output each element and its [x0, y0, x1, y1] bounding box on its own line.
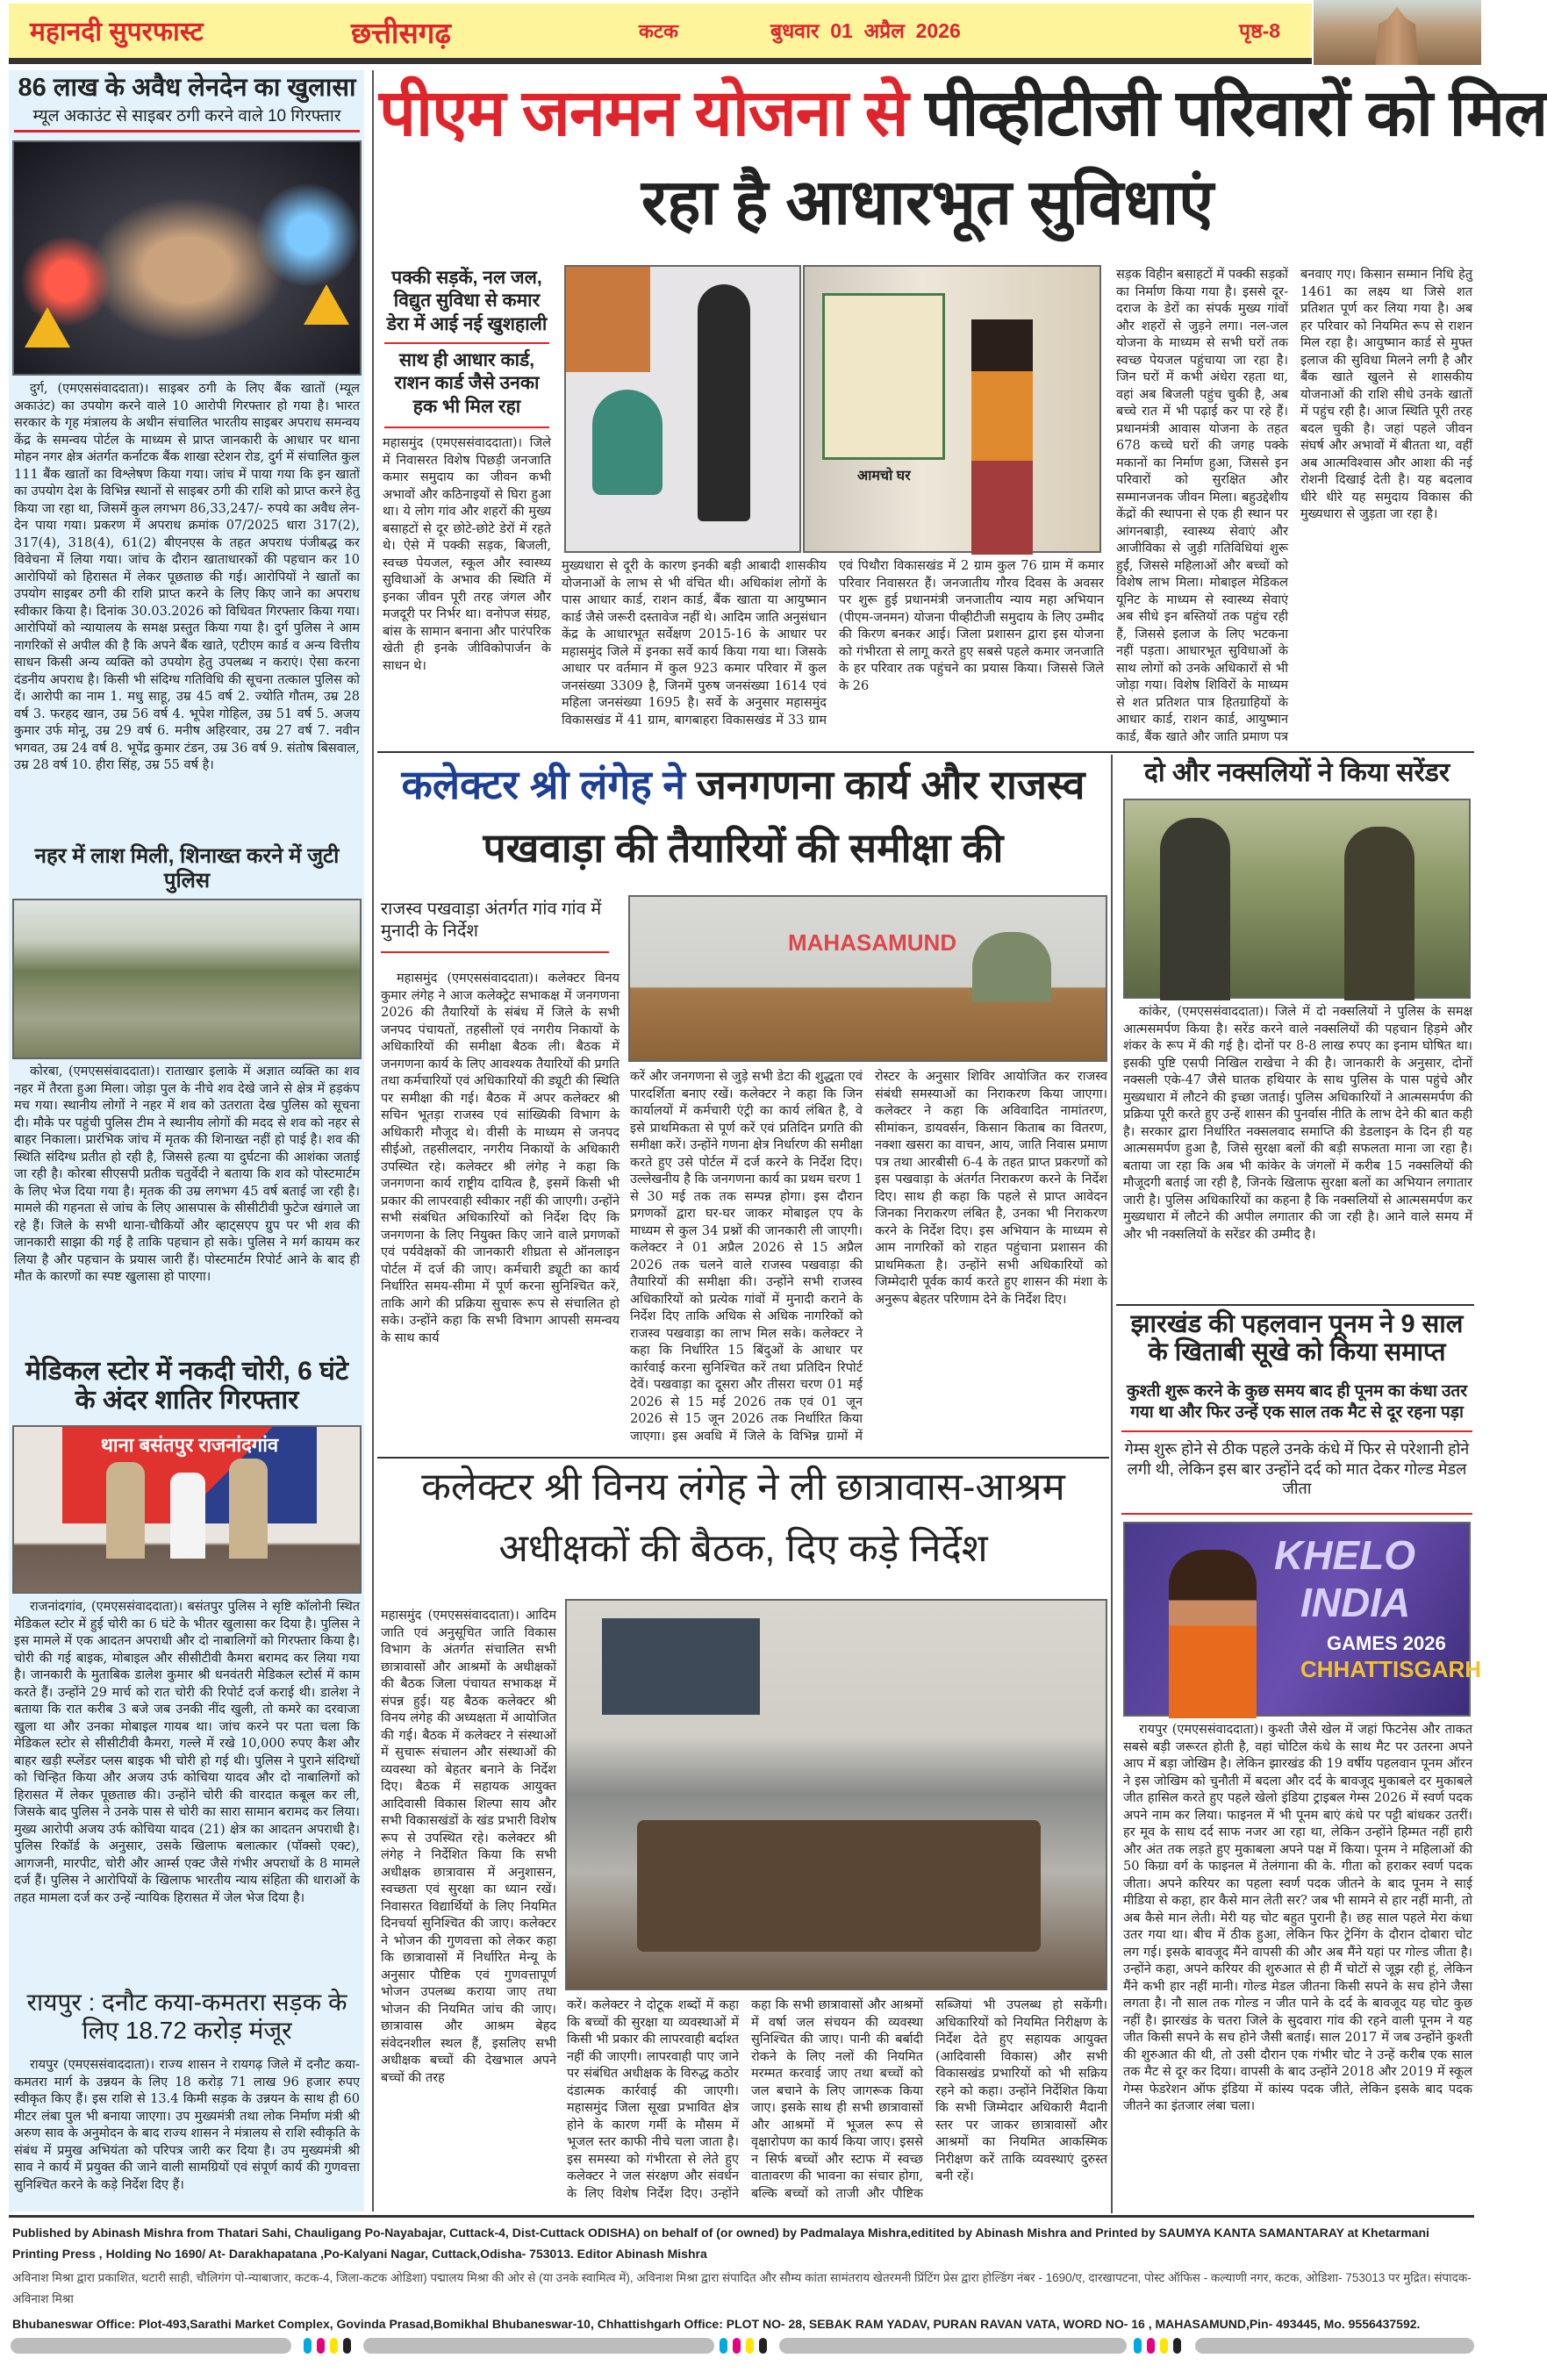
paper-name: महानदी सुपरफास्ट: [30, 18, 204, 47]
road-headline: रायपुर : दनौट कया-कमतरा सड़क के लिए 18.72 करोड़ मंजूर: [26, 1989, 347, 2045]
imprint-hindi: अविनाश मिश्रा द्वारा प्रकाशित, थटारी साही, चौलिगंग पो-न्याबाजार, कटक-4, जिला-कटक ओडिशा) पद्मालय मिश्रा की ओर से (या उनके स्वामित्व में), अविनाश मिश्रा द्वारा संपादित और सौम्य कांता सामंतराय खेतरमनी प्रिंटिंग प्रेस द्वारा होल्डिंग नंबर - 1690/ए, दारखापटना, पोस्ट ऑफिस - कल्याणी नगर, कटक, ओडिशा- 753013 पर मुद्रित। संपादक-अविनाश मिश्रा: [12, 2271, 1472, 2305]
khelo-banner-text: KHELO: [1274, 1532, 1415, 1578]
cyber-article-body: दुर्ग, (एमएससंवाददाता)। साइबर ठगी के लिए बैंक खातों (म्यूल अकाउंट) का उपयोग करने वाले 10 आरोपी गिरफ्तार हो गया है। भारत सरकार के गृह मंत्रालय के अधीन संचालित भारतीय साइबर अपराध समन्वय केंद्र के समन्वय पोर्टल के माध्यम से प्राप्त जानकारी के आधार पर थाना मोहन नगर क्षेत्र अंतर्गत कर्नाटक बैंक शाखा स्टेशन रोड, दुर्ग में संचालित कुल 111 बैंक खातों का विश्लेषण किया गया। जांच में पाया गया कि इन खातों का उपयोग देश के विभिन्न स्थानों से साइबर ठगी की राशि को प्राप्त करने हेतु किया जा रहा था, जिसमें कुल लगभग 86,33,247/- रुपये का अवैध लेन-देन पाया गया। प्रकरण में अपराध क्रमांक 07/2025 धारा 317(2), 317(4), 318(4), 61(2) बीएनएस के तहत अपराध पंजीबद्ध कर विवेचना में लिया गया। जांच के दौरान खाताधारकों की पहचान कर 10 आरोपियों को हिरासत में लेकर पूछताछ की गई। आरोपियों ने खातों का उपयोग साइबर ठगी की राशि प्राप्त करने के लिए किए जाने का अपराध स्वीकार किया है। दिनांक 30.03.2026 को विधिवत गिरफ्तार किया गया। आरोपियों को न्यायालय के समक्ष प्रस्तुत किया गया है। दुर्ग पुलिस ने आम नागरिकों से अपील की है कि अपने बैंक खाते, एटीएम कार्ड व अन्य वित्तीय साधन किसी अन्य व्यक्ति को उपयोग हेतु उपलब्ध न कराएं। ऐसा करना दंडनीय अपराध है। किसी भी संदिग्ध गतिविधि की सूचना तत्काल पुलिस को दें। आरोपी का नाम 1. मधु साहू, उम्र 45 वर्ष 2. ज्योति गौतम, उम्र 28 वर्ष 3. फरहद खान, उम्र 56 वर्ष 4. भूपेश गोहिल, उम्र 51 वर्ष 5. अजय कुमार उर्फ मोनू, उम्र 29 वर्ष 6. मनीष अहिरवार, उम्र 27 वर्ष 7. नवीन भगवत, उम्र 24 वर्ष 8. भूपेंद्र कुमार टंडन, उम्र 36 वर्ष 9. संतोष बिसवाल, उम्र 28 वर्ष 10. हीरा सिंह, उम्र 55 वर्ष है।: [14, 382, 360, 772]
red-rule: [384, 427, 549, 428]
lead-article-body-col3: सड़क विहीन बसाहटों में पक्की सड़कों का निर्माण किया गया है। इससे दूर-दराज के डेरों का संपर्क मुख्य गांवों और शहरों से जुड़ने लगा। नल-जल योजना के माध्यम से सभी घरों तक स्वच्छ पेयजल पहुंचाया जा रहा है। जिन घरों में कभी अंधेरा रहता था, वहां अब बिजली पहुंच चुकी है, अब बच्चे रात में भी पढ़ाई कर पा रहे हैं। प्रधानमंत्री आवास योजना के तहत 678 कच्चे घरों की जगह पक्के मकानों का निर्माण हुआ, जिससे इन परिवारों को सुरक्षित और सम्मानजनक जीवन मिला। बहुउद्देशीय केंद्रों की स्थापना से एक ही स्थान पर आंगनबाड़ी, स्वास्थ्य सेवाएं और आजीविका से जुड़ी गतिविधियां शुरू हुईं, जिससे महिलाओं और बच्चों को विशेष लाभ मिला। मोबाइल मेडिकल यूनिट के माध्यम से स्वास्थ्य सेवाएं अब सीधे इन बस्तियों तक पहुंच रही हैं, जिससे इलाज के लिए भटकना नहीं पड़ता। आधारभूत सुविधाओं के साथ लोगों को उनके अधिकारों से भी जोड़ा गया। विशेष शिविरों के माध्यम से शत प्रतिशत पात्र हितग्राहियों के आधार कार्ड, राशन कार्ड, आयुष्मान कार्ड, बैंक खाते और जाति प्रमाण पत्र बनवाए गए। किसान सम्मान निधि हेतु 1461 का लक्ष्य था जिसे शत प्रतिशत पूर्ण कर लिया गया है। अब हर परिवार को नियमित रूप से राशन मिल रहा है। आयुष्मान कार्ड से मुफ्त इलाज की सुविधा मिलने लगी है और बैंक खाते खुलने से शासकीय योजनाओं की राशि सीधे उनके खातों में पहुंच रही है। आज स्थिति पूरी तरह बदल चुकी है। जहां पहले जीवन संघर्ष और अभावों में बीतता था, वहीं अब आत्मविश्वास और आशा की नई रोशनी दिखाई देती है। यह बदलाव धीरे धीरे यह समुदाय विकास की मुख्यधारा से जुड़ता जा रहा है।: [1116, 268, 1472, 744]
mahasamund-sign: MAHASAMUND: [788, 929, 957, 956]
red-rule: [1121, 1513, 1472, 1515]
hostel-article-body-col1: महासमुंद (एमएससंवाददाता)। आदिम जाति एवं अनुसूचित जाति विकास विभाग के अंतर्गत संचालित सभी छात्रावासों और आश्रमों के अधीक्षकों की बैठक जिला पंचायत सभाकक्ष में संपन्न हुई। यह बैठक कलेक्टर श्री विनय लंगेह की अध्यक्षता में आयोजित की गई। बैठक में कलेक्टर ने संस्थाओं में सुचारू संचालन और संस्थाओं की व्यवस्था को बेहतर बनाने के निर्देश दिए। बैठक में सहायक आयुक्त आदिवासी विकास शिल्पा साय और सभी विकासखंडों के खंड प्रभारी विशेष रूप से उपस्थित रहे। कलेक्टर श्री लंगेह ने निर्देशित किया कि सभी अधीक्षक छात्रावास में अनुशासन, स्वच्छता एवं सुरक्षा का ध्यान रखें। निवासरत विद्यार्थियों के लिए नियमित दिनचर्या सुनिश्चित की जाए। कलेक्टर ने भोजन की गुणवत्ता को लेकर कहा कि छात्रावासों में निर्धारित मेन्यू के अनुसार पौष्टिक एवं गुणवत्तापूर्ण भोजन उपलब्ध कराया जाए तथा भोजन की नियमित जांच की जाए। छात्रावास और आश्रम बेहद संवेदनशील स्थल हैं, इसलिए सभी अधीक्षक बच्चों की देखभाल अपने बच्चों की तरह: [381, 1609, 556, 2085]
hostel-meeting-photo: [565, 1599, 1107, 1990]
cyber-fraud-photo: [12, 140, 362, 376]
lead-subhead-2: साथ ही आधार कार्ड, राशन कार्ड जैसे उनका हक भी मिल रहा: [394, 350, 540, 417]
registration-marks: [1134, 2338, 1181, 2354]
section-rule: [377, 1457, 1109, 1459]
photo-wall-text: आमचो घर: [857, 469, 911, 484]
canal-article-body: कोरबा, (एमएससंवाददाता)। राताखार इलाके में अज्ञात व्यक्ति का शव नहर में तैरता हुआ मिला। जोड़ा पुल के नीचे शव देखे जाने से क्षेत्र में हड़कंप मच गया। स्थानीय लोगों ने नहर में शव को उतराता देख पुलिस को सूचना दी। मौके पर पहुंची पुलिस टीम ने स्थानीय लोगों की मदद से शव को नहर से बाहर निकाला। प्रारंभिक जांच में मृतक की शिनाख्त नहीं हो पाई है। शव की स्थिति संदिग्ध प्रतीत हो रही है, जिससे हत्या या दुर्घटना की आशंका जताई जा रही है। कोरबा सीएसपी प्रतीक चतुर्वेदी ने बताया कि शव को पोस्टमार्टम के लिए भेज दिया गया है। मृतक की उम्र लगभग 45 वर्ष बताई जा रही है। मामले की गहनता से जांच के लिए आसपास के सीसीटीवी फुटेज खंगाले जा रहे हैं। जिले के सभी थाना-चौकियों और व्हाट्सएप ग्रुप पर भी शव की जानकारी साझा की गई है ताकि पहचान हो सके। पुलिस ने मर्ग कायम कर लिया है और पहचान के प्रयास जारी हैं। पोस्टमार्टम रिपोर्ट आने के बाद ही मौत के कारणों का स्पष्ट खुलासा हो पाएगा।: [14, 1065, 360, 1284]
warning-icon: [304, 284, 349, 325]
temple-photo: [1314, 0, 1481, 65]
lead-headline-line2: रहा है आधारभूत सुविधाएं: [641, 168, 1214, 238]
issue-date: बुधवार 01 अप्रैल 2026: [770, 19, 961, 42]
census-meeting-photo: [628, 895, 1107, 1062]
office-addresses: Bhubaneswar Office: Plot-493,Sarathi Market Complex, Govinda Prasad,Bomikhal Bhubaneswar-10, Chhattishgarh Office: PLOT NO- 28, SEBAK RAM YADAV, PURAN RAVAN VATA, WORD NO- 16 , MAHASAMUND,Pin- 493445, Mo. 9556437592.: [12, 2317, 1421, 2331]
census-subhead: राजस्व पखवाड़ा अंतर्गत गांव गांव में मुनादी के निर्देश: [381, 900, 602, 941]
census-article-body-col1: महासमुंद (एमएससंवाददाता)। कलेक्टर विनय कुमार लंगेह ने आज कलेक्ट्रेट सभाकक्ष में जनगणना 2026 की तैयारियों के संबंध में जिले के सभी जनपद पंचायतों, तहसीलों एवं नगरीय निकायों के अधिकारियों की समीक्षा बैठक ली। बैठक में जनगणना कार्य के लिए आवश्यक तैयारियों की प्रगति तथा कर्मचारियों एवं अधिकारियों की ड्यूटी की स्थिति पर समीक्षा की गई। बैठक में अपर कलेक्टर श्री सचिन भूतड़ा राजस्व एवं सांख्यिकी विभाग के अधिकारी मौजूद थे। वीसी के माध्यम से जनपद सीईओ, तहसीलदार, नगरीय निकायों के अधिकारी उपस्थित रहे। कलेक्टर श्री लंगेह ने कहा कि जनगणना कार्य राष्ट्रीय दायित्व है, इसमें किसी भी प्रकार की लापरवाही स्वीकार नहीं की जाएगी। उन्होंने सभी संबंधित अधिकारियों को निर्देश दिए कि जनगणना के लिए नियुक्त किए जाने वाले प्रगणकों एवं पर्यवेक्षकों की जानकारी शीघ्रता से ऑनलाइन पोर्टल में दर्ज की जाए। कर्मचारी ड्यूटी का कार्य निर्धारित समय-सीमा में पूर्ण करना सुनिश्चित करें, ताकि आगे की प्रक्रिया सुचारू रूप से संचालित हो सके। उन्होंने कहा कि सभी विभाग आपसी समन्वय के साथ कार्य: [381, 971, 620, 1345]
hostel-headline-line2: अधीक्षकों की बैठक, दिए कड़े निर्देश: [498, 1527, 988, 1570]
cyber-headline: 86 लाख के अवैध लेनदेन का खुलासा: [18, 74, 356, 102]
red-rule: [384, 342, 549, 344]
wrestling-headline: झारखंड की पहलवान पूनम ने 9 साल के खिताबी सूखे को किया समाप्त: [1130, 1310, 1464, 1366]
page-number: पृष्ठ-8: [1239, 19, 1281, 42]
medical-theft-headline: मेडिकल स्टोर में नकदी चोरी, 6 घंटे के अंदर शातिर गिरफ्तार: [25, 1357, 349, 1415]
masthead-rule: [9, 58, 1312, 64]
red-rule: [1121, 1430, 1472, 1432]
naxal-article-body: कांकेर, (एमएससंवाददाता)। जिले में दो नक्सलियों ने पुलिस के समक्ष आत्मसमर्पण किया है। सरेंड करने वाले नक्सलियों की पहचान हिड़मे और शंकर के रूप में की गई है। दोनों पर 8-8 लाख रुपए का इनाम घोषित था। इसकी पुष्टि एसपी निखिल राखेचा ने की है। जानकारी के अनुसार, दोनों नक्सली एके-47 जैसे घातक हथियार के साथ पुलिस के पास पहुंचे और मुख्यधारा में लौटने की इच्छा जताई। पुलिस अधिकारियों ने आत्मसमर्पण की प्रक्रिया पूरी करते हुए उन्हें शासन की पुनर्वास नीति के लाभ देने की बात कही है। सरकार द्वारा निर्धारित नक्सलवाद समाप्ति की डेडलाइन के दिन ही यह आत्मसमर्पण हुआ है, जिसे सुरक्षा बलों की बड़ी सफलता माना जा रहा है। बताया जा रहा कि अब भी कांकेर के जंगलों में करीब 15 नक्सलियों की मौजूदगी बताई जा रही है, जिनके खिलाफ सुरक्षा बलों का अभियान लगातार जारी है। पुलिस अधिकारियों का कहना है कि नक्सलियों से आत्मसमर्पण कर मुख्यधारा में लौटने की अपील लगातार की जा रही है। आने वाले समय में और भी नक्सलियों के सरेंडर की उम्मीद है।: [1123, 1005, 1472, 1242]
wrestling-article-body: रायपुर (एमएससंवाददाता)। कुश्ती जैसे खेल में जहां फिटनेस और ताकत सबसे बड़ी जरूरत होती है, वहां चोटिल कंधे के साथ मैट पर उतरना अपने आप में बड़ा जोखिम है। लेकिन झारखंड की 19 वर्षीय पहलवान पूनम ऑरन ने इस जोखिम को चुनौती में बदला और दर्द के बावजूद मुकाबले दर मुकाबले जीत हासिल करते हुए पहले खेलो इंडिया ट्राइबल गेम्स 2026 में स्वर्ण पदक अपने नाम कर लिया। फाइनल में भी पूनम बाएं कंधे पर पट्टी बांधकर उतरीं। हर मूव के साथ दर्द साफ नजर आ रहा था, लेकिन उन्होंने हिम्मत नहीं हारी और अंत तक लड़ते हुए मुकाबला अपने पक्ष में किया। पूनम ने महिलाओं की 50 किग्रा वर्ग के फाइनल में तेलंगाना की के. गीता को हराकर स्वर्ण पदक जीता। अपने करियर का पहला स्वर्ण पदक जीतने के बाद पूनम ने साई मीडिया से कहा, हार कैसे मान लेती सर? जब भी सामने से हार नहीं मानी, तो अब कैसे मान लेती। मेरी यह चोट बहुत पुरानी है। छह साल पहले मेरा कंधा उतर गया था। बीच में ठीक हुआ, लेकिन फिर ट्रेनिंग के दौरान दोबारा चोट लग गई। इसके बावजूद मैंने वापसी की और अब मैंने यहां पर गोल्ड जीता है। उन्होंने कहा, अपने करियर की शुरुआत से ही मैं चोटों से जूझ रही हूं, लेकिन मैंने कभी हार नहीं मानी। गोल्ड मेडल जीतना किसी सपने के सच होने जैसा लगता है। नौ साल तक गोल्ड न जीत पाने के दर्द के बावजूद यह चोट कुछ नहीं है। झारखंड के चतरा जिले के सुदवारा गांव की रहने वाली पूनम ने यह जीत किसी सपने के सच होने जैसी बताई। साल 2017 में जब उन्होंने कुश्ती की शुरुआत की थी, तो उसी दौरान एक गंभीर चोट ने उन्हें करीब एक साल तक मैट से दूर कर दिया। वापसी के बाद उन्होंने 2018 और 2019 में स्कूल गेम्स फेडरेशन ऑफ इंडिया में कांस्य पदक जीते, लेकिन इसके बाद पदक जीतने का इंतजार लंबा चला।: [1123, 1723, 1472, 2113]
canal-headline: नहर में लाश मिली, शिनाख्त करने में जुटी पुलिस: [34, 844, 340, 892]
naxal-headline: दो और नक्सलियों ने किया सरेंडर: [1143, 758, 1450, 787]
section-rule: [377, 751, 1474, 753]
column-divider: [372, 70, 374, 2212]
census-headline-blue: कलेक्टर श्री लंगेह ने: [401, 762, 685, 807]
print-color-bar: [779, 2338, 1127, 2354]
tribal-mural-photo: [564, 265, 801, 553]
lead-article-body-col1: महासमुंद (एमएससंवाददाता)। जिले में निवासरत विशेष पिछड़ी जनजाति कमार समुदाय का जीवन कभी अभावों और कठिनाइयों से घिरा हुआ था। ये लोग गांव और शहरों की मुख्य बसाहटों से दूर छोटे-छोटे डेरों में रहते थे। ऐसे में पक्की सड़क, बिजली, स्वच्छ पेयजल, स्कूल और स्वास्थ्य सुविधाओं के अभाव की स्थिति में इनका जीवन पूरी तरह जंगल और मजदूरी पर निर्भर था। वनोपज संग्रह, बांस के सामान बनाना और पारंपरिक खेती ही इनके जीविकोपार्जन के साधन थे।: [383, 436, 551, 673]
registration-marks: [720, 2338, 767, 2354]
city: कटक: [639, 20, 678, 42]
woman-at-house-photo: [803, 265, 1101, 553]
chhattisgarh-banner-text: CHHATTISGARH: [1300, 1656, 1482, 1682]
red-rule: [14, 130, 360, 133]
wrestling-subhead-1: कुश्ती शुरू करने के कुछ समय बाद ही पूनम का कंधा उतर गया था और फिर उन्हें एक साल तक मैट से दूर रहना पड़ा: [1126, 1382, 1468, 1422]
canal-photo: [12, 899, 362, 1059]
lead-headline-dark: पीव्हीटीजी परिवारों को मिल: [925, 76, 1547, 149]
red-rule: [381, 951, 609, 953]
edition-name: छत्तीसगढ़: [351, 17, 451, 49]
lead-subhead-1: पक्की सड़कें, नल जल, विद्युत सुविधा से कमार डेरा में आई नई खुशहाली: [386, 268, 548, 334]
police-station-photo: [12, 1425, 362, 1594]
wrestling-subhead-2: गेम्स शुरू होने से ठीक पहले उनके कंधे में फिर से परेशानी होने लगी थी, लेकिन इस बार उन्होंने दर्द को मात देकर गोल्ड मेडल जीता: [1124, 1440, 1470, 1497]
medical-theft-article-body: राजनांदगांव, (एमएससंवाददाता)। बसंतपुर पुलिस ने सृष्टि कॉलोनी स्थित मेडिकल स्टोर में हुई चोरी का 6 घंटे के भीतर खुलासा कर दिया है। पुलिस ने इस मामले में एक आदतन अपराधी और दो नाबालिगों को गिरफ्तार किया है। चोरी की गई बाइक, मोबाइल और सीसीटीवी कैमरा बरामद कर लिया गया है। जानकारी के मुताबिक डालेश कुमार श्री धनवंतरी मेडिकल स्टोर्स में काम करते हैं। उन्होंने 29 मार्च को रात चोरी की रिपोर्ट दर्ज कराई थी। डालेश ने बताया कि रात करीब 3 बजे जब उनकी नींद खुली, तो कमरे का दरवाजा खुला था और उनका मोबाइल गायब था। जांच करने पर पता चला कि मेडिकल स्टोर से सीसीटीवी कैमरा, गल्ले में रखे 10,000 रुपए कैश और बाहर खड़ी स्प्लेंडर प्लस बाइक भी चोरी हो गई थी। पुलिस ने पुराने संदिग्धों को चिन्हित किया और अजय उर्फ कोचिया यादव और दो नाबालिगों को हिरासत में लेकर पूछताछ की। उन्होंने चोरी की वारदात कबूल कर ली, जिसके बाद पुलिस ने उनके पास से चोरी का सारा सामान बरामद कर लिया। मुख्य आरोपी अजय उर्फ कोचिया यादव (21) क्षेत्र का आदतन अपराधी है। पुलिस रिकॉर्ड के अनुसार, उसके खिलाफ बलात्कार (पॉक्सो एक्ट), आगजनी, मारपीट, चोरी और आर्म्स एक्ट जैसे गंभीर अपराधों के 8 मामले दर्ज हैं। पुलिस ने आरोपियों के खिलाफ भारतीय न्याय संहिता की धाराओं के तहत मामला दर्ज कर उन्हें न्यायिक हिरासत में जेल भेज दिया है।: [14, 1600, 360, 1905]
naxal-surrender-photo: [1123, 799, 1471, 999]
print-color-bar: [11, 2338, 291, 2354]
india-banner-text: INDIA: [1300, 1580, 1411, 1625]
cyber-subhead: म्यूल अकाउंट से साइबर ठगी करने वाले 10 गिरफ्तार: [32, 107, 341, 125]
footer-rule: [9, 2215, 1474, 2218]
column-divider: [1111, 755, 1113, 2213]
hostel-headline-line1: कलेक्टर श्री विनय लंगेह ने ली छात्रावास-आश्रम: [421, 1466, 1065, 1509]
wrestler-photo: [1123, 1522, 1482, 1717]
lead-headline-line1: [379, 75, 1547, 150]
lead-article-body-col2: मुख्यधारा से दूरी के कारण इनकी बड़ी आबादी शासकीय योजनाओं के लाभ से भी वंचित थी। अधिकांश लोगों के पास आधार कार्ड, राशन कार्ड, बैंक खाता या आयुष्मान कार्ड जैसे जरूरी दस्तावेज नहीं थे। आदिम जाति अनुसंधान केंद्र के आधारभूत सर्वेक्षण 2015-16 के आधार पर महासमुंद जिले में इनका सर्वे कार्य किया गया था। जिसके आधार पर वर्तमान में कुल 923 कमार परिवार में कुल जनसंख्या 3309 है, जिनमें पुरुष जनसंख्या 1614 एवं महिला जनसंख्या 1695 है। सर्वे के अनुसार महासमुंद विकासखंड में 41 ग्राम, बागबाहरा विकासखंड में 33 ग्राम एवं पिथौरा विकासखंड में 2 ग्राम कुल 76 ग्राम में कमार परिवार निवासरत हैं। जनजातीय गौरव दिवस के अवसर पर शुरू हुई प्रधानमंत्री जनजातीय न्याय महा अभियान (पीएम-जनमन) योजना पीव्हीटीजी समुदाय के लिए उम्मीद की किरण बनकर आई। जिला प्रशासन द्वारा इस योजना को गंभीरता से लागू करते हुए सबसे पहले कमार जनजाति के हर परिवार तक पहुंचने का प्रयास किया। जिससे जिले के 26: [562, 559, 1104, 728]
census-headline-line2: पखवाड़ा की तैयारियों की समीक्षा की: [483, 825, 1004, 871]
section-rule: [1116, 1304, 1474, 1306]
lead-headline-red: पीएम जनमन योजना से: [379, 76, 908, 149]
hostel-article-body-col2: करें। कलेक्टर ने दोटूक शब्दों में कहा कि बच्चों की सुरक्षा या व्यवस्थाओं में किसी भी प्रकार की लापरवाही बर्दाश्त नहीं की जाएगी। लापरवाही पाए जाने पर संबंधित अधीक्षक के विरुद्ध कठोर दंडात्मक कार्रवाई की जाएगी। महासमुंद जिला सूखा प्रभावित क्षेत्र होने के कारण गर्मी के मौसम में भूजल स्तर काफी नीचे चला जाता है। इस समस्या को गंभीरता से लेते हुए कलेक्टर ने जल संरक्षण और संवर्धन के लिए विशेष निर्देश दिए। उन्होंने कहा कि सभी छात्रावासों और आश्रमों में वर्षा जल संचयन की व्यवस्था सुनिश्चित की जाए। पानी की बर्बादी रोकने के लिए नलों की नियमित मरम्मत करवाई जाए तथा बच्चों को जल बचाने के लिए जागरूक किया जाए। इसके साथ ही सभी छात्रावासों और आश्रमों में भूजल रूप से वृक्षारोपण का कार्य किया जाए। इससे न सिर्फ बच्चों और स्टाफ में स्वच्छ वातावरण की भावना का संचार होगा, बल्कि बच्चों को ताजी और पौष्टिक सब्जियां भी उपलब्ध हो सकेंगी। अधिकारियों को नियमित निरीक्षण के निर्देश देते हुए सहायक आयुक्त (आदिवासी विकास) और सभी विकासखंड प्रभारियों को भी सक्रिय रहने को कहा। उन्होंने निर्देशित किया कि सभी जिम्मेदार अधिकारी मैदानी स्तर पर जाकर छात्रावासों और आश्रमों का नियमित आकस्मिक निरीक्षण करें ताकि व्यवस्थाएं दुरुस्त बनी रहें।: [567, 1998, 1107, 2201]
census-article-body-col2: करें और जनगणना से जुड़े सभी डेटा की शुद्धता एवं पारदर्शिता बनाए रखें। कलेक्टर ने कहा कि जिन कार्यालयों में कर्मचारी एंट्री का कार्य लंबित है, वे इसे प्राथमिकता से पूर्ण करें एवं प्रतिदिन प्रगति की समीक्षा करें। उन्होंने गणना क्षेत्र निर्धारण की समीक्षा करते हुए उसे पोर्टल में दर्ज करने के निर्देश दिए। उल्लेखनीय है कि जनगणना कार्य का प्रथम चरण 1 से 30 मई तक तक सम्पन्न होगा। इस दौरान प्रगणकों द्वारा घर-घर जाकर मोबाइल एप के माध्यम से कुल 34 प्रश्नों की जानकारी ली जाएगी। कलेक्टर ने 01 अप्रैल 2026 से 15 अप्रैल 2026 तक चलने वाले राजस्व पखवाड़ा की तैयारियों की समीक्षा की। उन्होंने सभी राजस्व अधिकारियों को प्रत्येक गांवों में मुनादी कराने के निर्देश दिए ताकि अधिक से अधिक नागरिकों को राजस्व पखवाड़ा का लाभ मिल सके। कलेक्टर ने कहा कि निर्धारित 15 बिंदुओं के आधार पर कार्रवाई करना सुनिश्चित करें तथा प्रतिदिन रिपोर्ट देवें। पखवाड़ा का दूसरा और तीसरा चरण 01 मई 2026 से 15 मई 2026 तक एवं 01 जून 2026 से 15 जून 2026 तक निर्धारित किया जाएगा। इस अवधि में जिले के विभिन्न ग्रामों में रोस्टर के अनुसार शिविर आयोजित कर राजस्व संबंधी समस्याओं का निराकरण किया जाएगा। कलेक्टर ने कहा कि अविवादित नामांतरण, सीमांकन, डायवर्सन, किसान किताब का वितरण, नक्शा खसरा का वाचन, आय, जाति निवास प्रमाण पत्र तथा आरबीसी 6-4 के तहत प्राप्त प्रकरणों को इस पखवाड़ा के अंतर्गत निराकरण करने के निर्देश दिए। साथ ही कहा कि पहले से प्राप्त आवेदन जिनका निराकरण लंबित है, उनका भी निराकरण करने के निर्देश दिए। इस अभियान के माध्यम से आम नागरिकों को राहत पहुंचाना प्रशासन की प्राथमिकता है। उन्होंने सभी अधिकारियों को जिम्मेदारी पूर्वक कार्य करते हुए शासन की मंशा के अनुरूप बेहतर परिणाम देने के निर्देश दिए।: [630, 1070, 1107, 1444]
registration-marks: [304, 2338, 351, 2354]
imprint-english: Published by Abinash Mishra from Thatari Sahi, Chauligang Po-Nayabajar, Cuttack-4, Dist-Cuttack ODISHA) on behalf of (or owned) by Padmalaya Mishra,editited by Abinash Mishra and Printed by SAUMYA KANTA SAMANTARAY at Khetarmani Printing Press , Holding No 1690/ At- Darakhapatana ,Po-Kalyani Nagar, Cuttack,Odisha- 753013. Editor Abinash Mishra: [12, 2226, 1429, 2261]
games-banner-text: GAMES 2026: [1327, 1632, 1446, 1654]
census-headline-line1: [379, 762, 1107, 808]
print-color-bar: [363, 2338, 714, 2354]
census-headline-dark: जनगणना कार्य और राजस्व: [696, 762, 1085, 807]
road-article-body: रायपुर (एमएससंवाददाता)। राज्य शासन ने रायगढ़ जिले में दनौट कया-कमतरा मार्ग के उन्नयन के लिए 18 करोड़ 71 लाख 96 हजार रुपए स्वीकृत किए हैं। इस राशि से 13.4 किमी सड़क के उन्नयन के साथ ही 60 मीटर लंबा पुल भी बनाया जाएगा। उप मुख्यमंत्री तथा लोक निर्माण मंत्री श्री अरुण साव के अनुमोदन के बाद राज्य शासन ने मंत्रालय से राशि स्वीकृति के संबंध में प्रमुख अभियंता को परिपत्र जारी कर दिया है। उप मुख्यमंत्री श्री साव ने कार्य में प्रयुक्त की जाने वाली सामग्रियों एवं संपूर्ण कार्य की गुणवत्ता सुनिश्चित करने के कड़े निर्देश दिए हैं।: [14, 2058, 360, 2192]
print-color-bar: [1195, 2338, 1474, 2354]
police-station-sign: थाना बसंतपुर राजनांदगांव: [100, 1434, 279, 1456]
warning-icon: [25, 307, 70, 348]
